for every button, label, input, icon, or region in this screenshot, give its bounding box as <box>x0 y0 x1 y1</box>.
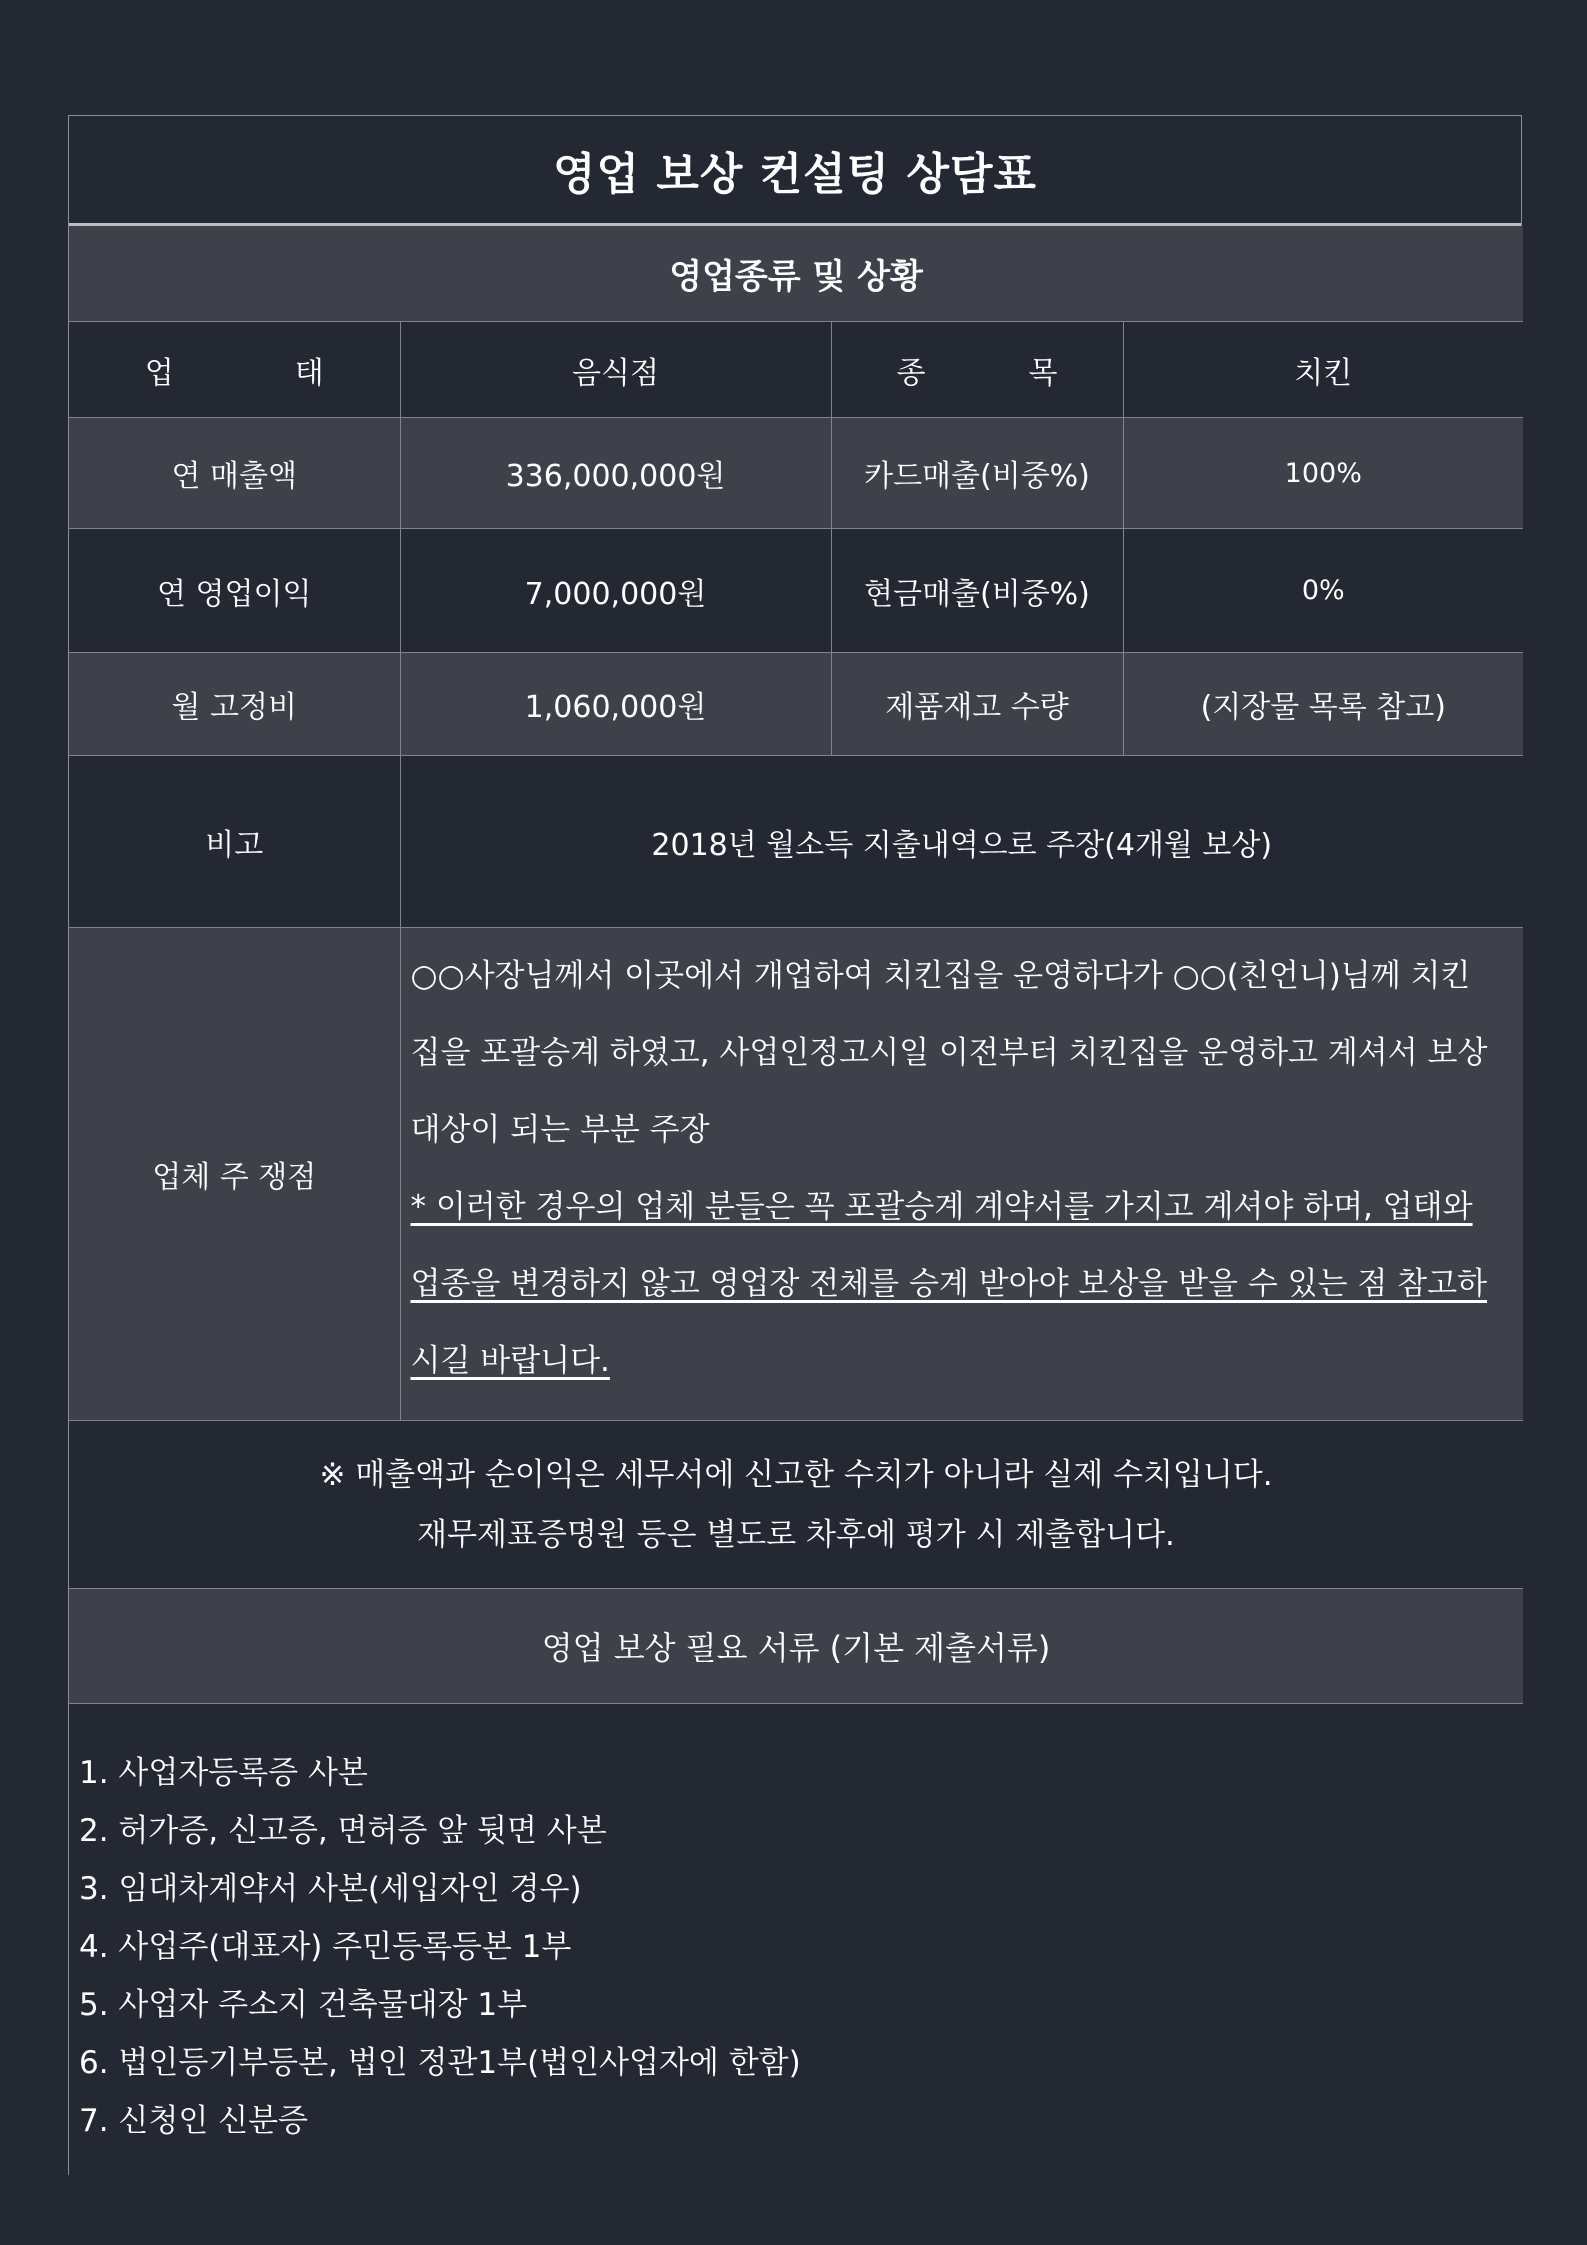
notice-line-1: ※ 매출액과 순이익은 세무서에 신고한 수치가 아니라 실제 수치입니다. <box>319 1456 1273 1493</box>
annual-profit-value: 7,000,000원 <box>400 529 831 653</box>
monthly-fixed-label: 월 고정비 <box>69 653 400 756</box>
document-item: 4. 사업주(대표자) 주민등록등본 1부 <box>79 1929 572 1965</box>
section-heading-business: 영업종류 및 상황 <box>69 226 1523 322</box>
document-item: 6. 법인등기부등본, 법인 정관1부(법인사업자에 한함) <box>79 2045 801 2081</box>
issue-content <box>400 928 1523 1421</box>
card-sales-label: 카드매출(비중%) <box>831 418 1123 529</box>
document-item: 7. 신청인 신분증 <box>79 2103 308 2139</box>
issue-text: ○○사장님께서 이곳에서 개업하여 치킨집을 운영하다가 ○○(친언니)님께 치킨집을 포괄승계 하였고, 사업인정고시일 이전부터 치킨집을 운영하고 계셔서 보상대상이 되는 부분 주장 <box>410 958 1488 1148</box>
issue-note: * 이러한 경우의 업체 분들은 꼭 포괄승계 계약서를 가지고 계셔야 하며, 업태와 업종을 변경하지 않고 영업장 전체를 승계 받아야 보상을 받을 수 있는 점 참고하시길 바랍니다. <box>410 1189 1488 1379</box>
annual-sales-label: 연 매출액 <box>69 418 400 529</box>
inventory-label: 제품재고 수량 <box>831 653 1123 756</box>
annual-sales-value: 336,000,000원 <box>400 418 831 529</box>
documents-heading: 영업 보상 필요 서류 (기본 제출서류) <box>69 1589 1523 1704</box>
item-label: 종 목 <box>831 322 1123 418</box>
consultation-form <box>68 115 1522 2175</box>
annual-profit-label: 연 영업이익 <box>69 529 400 653</box>
monthly-fixed-value: 1,060,000원 <box>400 653 831 756</box>
remarks-value: 2018년 월소득 지출내역으로 주장(4개월 보상) <box>400 756 1523 928</box>
document-item: 5. 사업자 주소지 건축물대장 1부 <box>79 1987 528 2023</box>
business-type-value: 음식점 <box>400 322 831 418</box>
cash-sales-label: 현금매출(비중%) <box>831 529 1123 653</box>
cash-sales-value: 0% <box>1123 529 1523 653</box>
business-type-label: 업 태 <box>69 322 400 418</box>
remarks-label: 비고 <box>69 756 400 928</box>
item-value: 치킨 <box>1123 322 1523 418</box>
documents-list <box>69 1704 1523 2235</box>
business-info-table <box>69 226 1523 2234</box>
document-item: 2. 허가증, 신고증, 면허증 앞 뒷면 사본 <box>79 1813 607 1849</box>
inventory-value: (지장물 목록 참고) <box>1123 653 1523 756</box>
form-title: 영업 보상 컨설팅 상담표 <box>69 116 1521 226</box>
notice-box <box>69 1421 1523 1589</box>
document-item: 3. 임대차계약서 사본(세입자인 경우) <box>79 1871 582 1907</box>
document-item: 1. 사업자등록증 사본 <box>79 1755 368 1791</box>
issue-label: 업체 주 쟁점 <box>69 928 400 1421</box>
card-sales-value: 100% <box>1123 418 1523 529</box>
notice-line-2: 재무제표증명원 등은 별도로 차후에 평가 시 제출합니다. <box>417 1516 1175 1553</box>
